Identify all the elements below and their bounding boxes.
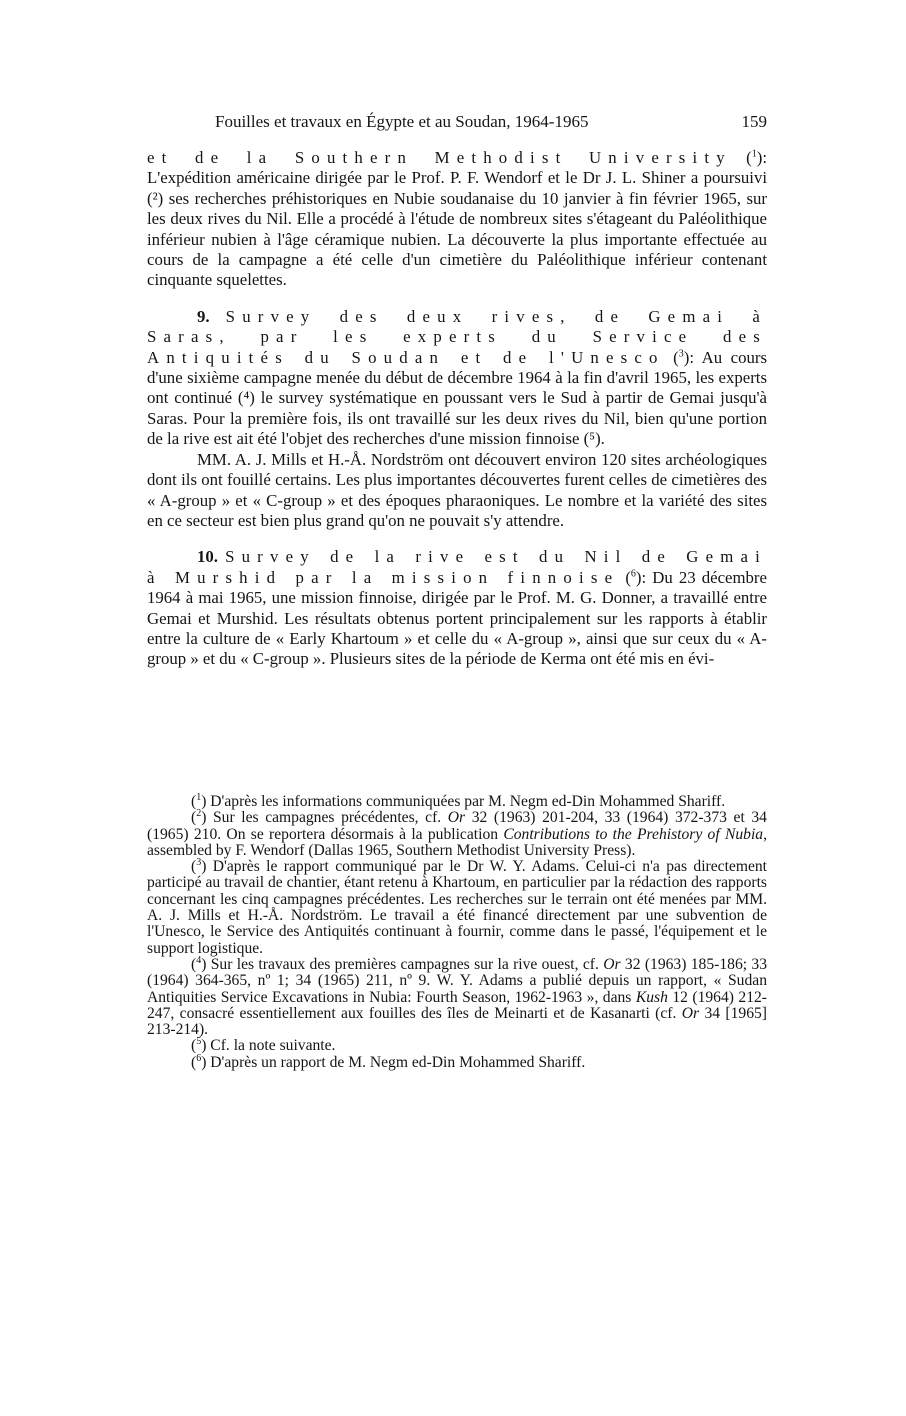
footnote-4-text: Sur les travaux des premières campagnes sur la rive ouest, cf. xyxy=(210,955,604,973)
footnotes xyxy=(147,791,768,1071)
footnote-4-text: 34 [1965] 213-214). xyxy=(147,1004,767,1039)
section-10-heading: Survey de la rive est du Nil de Gemai à Murshid par la mission finnoise xyxy=(147,547,767,587)
footnote-4-text: 32 (1963) 185-186; 33 (1964) 364-365, nº 1; 34 (1965) 211, nº 9. W. Y. Adams a publié depuis un rapport, « Sudan Antiquities Service Excavations in Nubia: Fourth Season, 1962-1963 », dans xyxy=(147,955,768,1006)
footnote-mark: 4 xyxy=(196,954,202,966)
publication-title: Contributions to the Prehistory of Nubia xyxy=(503,825,764,843)
main-text xyxy=(147,148,767,670)
section-8-heading: et de la Southern Methodist University xyxy=(147,148,732,167)
journal-abbrev: Or xyxy=(603,955,621,973)
footnote-2-text: , assembled by F. Wendorf (Dallas 1965, Southern Methodist University Press). xyxy=(147,825,768,859)
running-title: Fouilles et travaux en Égypte et au Soudan, 1964-1965 xyxy=(215,112,589,131)
footnote-5: ($^5$) Cf. la note suivante. xyxy=(191,1036,336,1055)
footnote-ref: 3 xyxy=(678,348,684,360)
footnote-mark: 5 xyxy=(196,1036,202,1048)
footnote-6-text: D'après un rapport de M. Negm ed-Din Mohammed Shariff. xyxy=(210,1053,586,1071)
section-10-text: : Du 23 décembre 1964 à mai 1965, une mission finnoise, dirigée par le Prof. M. G. Donner, a travaillé entre Gemai et Murshid. Les résultats obtenus portent principalement sur les rapports à établir entre la culture de « Early Khartoum » et celle du « A-group », ainsi que sur ceux du « A-group » et du « C-group ». Plusieurs sites de la période de Kerma ont été mis en évi- xyxy=(147,567,767,669)
footnote-2-text: 32 (1963) 201-204, 33 (1964) 372-373 et 34 (1965) 210. On se reportera désormais à la publication xyxy=(147,809,767,843)
footnote-1: ($^1$) D'après les informations communiquées par M. Negm ed-Din Mohammed Shariff. xyxy=(191,791,726,810)
footnote-5-text: Cf. la note suivante. xyxy=(210,1037,336,1055)
footnote-1-text: D'après les informations communiquées par M. Negm ed-Din Mohammed Shariff. xyxy=(210,793,726,810)
section-9-paragraph: 9. Survey des deux rives, de Gemai à Saras, par les experts du Service des Antiquités du Soudan et de l'Unesco ($^3$): Au cours d'une sixième campagne menée du début de décembre 1964 à la fin d'avril 1965, les experts ont continué (⁴) le survey systématique en poussant vers le Sud à partir de Gemai jusqu'à Saras. Pour la première fois, ils ont travaillé sur les deux rives du Nil, bien qu'une portion de la rive est ait été l'objet des recherches d'une mission finnoise (⁵). xyxy=(147,306,767,449)
footnote-4: ($^4$) Sur les travaux des premières campagnes sur la rive ouest, cf. Or 32 (1963) 185-186; 33 (1964) 364-365, nº 1; 34 (1965) 211, nº 9. W. Y. Adams a publié depuis un rapport, « Sudan Antiquities Service Excavations in Nubia: Fourth Season, 1962-1963 », dans Kush 12 (1964) 212-247, consacré essentiellement aux fouilles des îles de Meinarti et de Kasanarti (cf. Or 34 [1965] 213-214). xyxy=(147,954,768,1039)
footnote-mark: 3 xyxy=(196,857,202,868)
section-9-number: 9. xyxy=(197,306,210,326)
footnote-ref: 1 xyxy=(751,148,757,160)
running-header xyxy=(215,112,767,132)
footnote-mark: 2 xyxy=(196,808,202,820)
footnote-3: ($^3$) D'après le rapport communiqué par le Dr W. Y. Adams. Celui-ci n'a pas directement participé au travail de chantier, étant retenu à Khartoum, en particulier par la rédaction des rapports concernant les cinq campagnes précédentes. Les recherches sur le terrain ont été menées par MM. A. J. Mills et H.-Å. Nordström. Le travail a été financé directement par une subvention de l'Unesco, le Service des Antiquités continuant à fournir, comme dans le passé, l'équipement et le support logistique. xyxy=(147,857,767,957)
footnote-mark: 6 xyxy=(196,1052,202,1064)
section-10-paragraph: 10. Survey de la rive est du Nil de Gemai à Murshid par la mission finnoise ($^6$): Du 23 décembre 1964 à mai 1965, une mission finnoise, dirigée par le Prof. M. G. Donner, a travaillé entre Gemai et Murshid. Les résultats obtenus portent principalement sur les rapports à établir entre la culture de « Early Khartoum » et celle du « A-group », ainsi que sur ceux du « A-group » et du « C-group ». Plusieurs sites de la période de Kerma ont été mis en évi- xyxy=(147,547,767,669)
section-8-text: : L'expédition américaine dirigée par le Prof. P. F. Wendorf et le Dr J. L. Shiner a poursuivi (²) ses recherches préhistoriques en Nubie soudanaise du 10 janvier à fin février 1965, sur les deux rives du Nil. Elle a procédé à l'étude de nombreux sites s'étageant du Paléolithique inférieur nubien à l'âge céramique nubien. La découverte la plus importante effectuée au cours de la campagne a été celle d'un cimetière du Paléolithique inférieur contenant cinquante squelettes. xyxy=(147,148,767,290)
section-8-paragraph: et de la Southern Methodist University ($^1$): L'expédition américaine dirigée par le Prof. P. F. Wendorf et le Dr J. L. Shiner a poursuivi (²) ses recherches préhistoriques en Nubie soudanaise du 10 janvier à fin février 1965, sur les deux rives du Nil. Elle a procédé à l'étude de nombreux sites s'étageant du Paléolithique inférieur nubien à l'âge céramique nubien. La découverte la plus importante effectuée au cours de la campagne a été celle d'un cimetière du Paléolithique inférieur contenant cinquante squelettes. xyxy=(147,148,767,290)
section-9-paragraph-2: MM. A. J. Mills et H.-Å. Nordström ont découvert environ 120 sites archéologiques dont ils ont fouillé certains. Les plus importantes découvertes furent celles de cimetières des « A-group » et « C-group » et des époques pharaoniques. Le nombre et la variété des sites en ce secteur est bien plus grand qu'on ne pouvait s'y attendre. xyxy=(147,449,767,530)
section-10-number: 10. xyxy=(197,547,218,567)
footnote-2-text: Sur les campagnes précédentes, cf. xyxy=(213,809,448,827)
footnote-mark: 1 xyxy=(196,791,202,803)
footnote-ref: 6 xyxy=(630,568,636,580)
footnote-2: ($^2$) Sur les campagnes précédentes, cf. Or 32 (1963) 201-204, 33 (1964) 372-373 et 34 (1965) 210. On se reportera désormais à la publication Contributions to the Prehistory of Nubia, assembled by F. Wendorf (Dallas 1965, Southern Methodist University Press). xyxy=(147,808,768,859)
journal-abbrev: Or xyxy=(447,809,466,827)
footnote-6: ($^6$) D'après un rapport de M. Negm ed-Din Mohammed Shariff. xyxy=(191,1052,586,1071)
page-number: 159 xyxy=(741,112,767,131)
section-9-text: : Au cours d'une sixième campagne menée du début de décembre 1964 à la fin d'avril 1965, les experts ont continué (⁴) le survey systématique en poussant vers le Sud à partir de Gemai jusqu'à Saras. Pour la première fois, ils ont travaillé sur les deux rives du Nil, bien qu'une portion de la rive est ait été l'objet des recherches d'une mission finnoise (⁵). xyxy=(147,347,767,449)
journal-abbrev: Kush xyxy=(635,988,668,1006)
section-9-heading: Survey des deux rives, de Gemai à Saras, par les experts du Service des Antiquités du Soudan et de l'Unesco xyxy=(147,306,767,367)
footnote-4-text: 12 (1964) 212-247, consacré essentiellement aux fouilles des îles de Meinarti et de Kasanarti (cf. xyxy=(147,988,767,1022)
journal-abbrev: Or xyxy=(681,1004,700,1022)
footnote-3-text: D'après le rapport communiqué par le Dr W. Y. Adams. Celui-ci n'a pas directement participé au travail de chantier, étant retenu à Khartoum, en particulier par la rédaction des rapports concernant les cinq campagnes précédentes. Les recherches sur le terrain ont été menées par MM. A. J. Mills et H.-Å. Nordström. Le travail a été financé directement par une subvention de l'Unesco, le Service des Antiquités continuant à fournir, comme dans le passé, l'équipement et le support logistique. xyxy=(147,858,767,957)
